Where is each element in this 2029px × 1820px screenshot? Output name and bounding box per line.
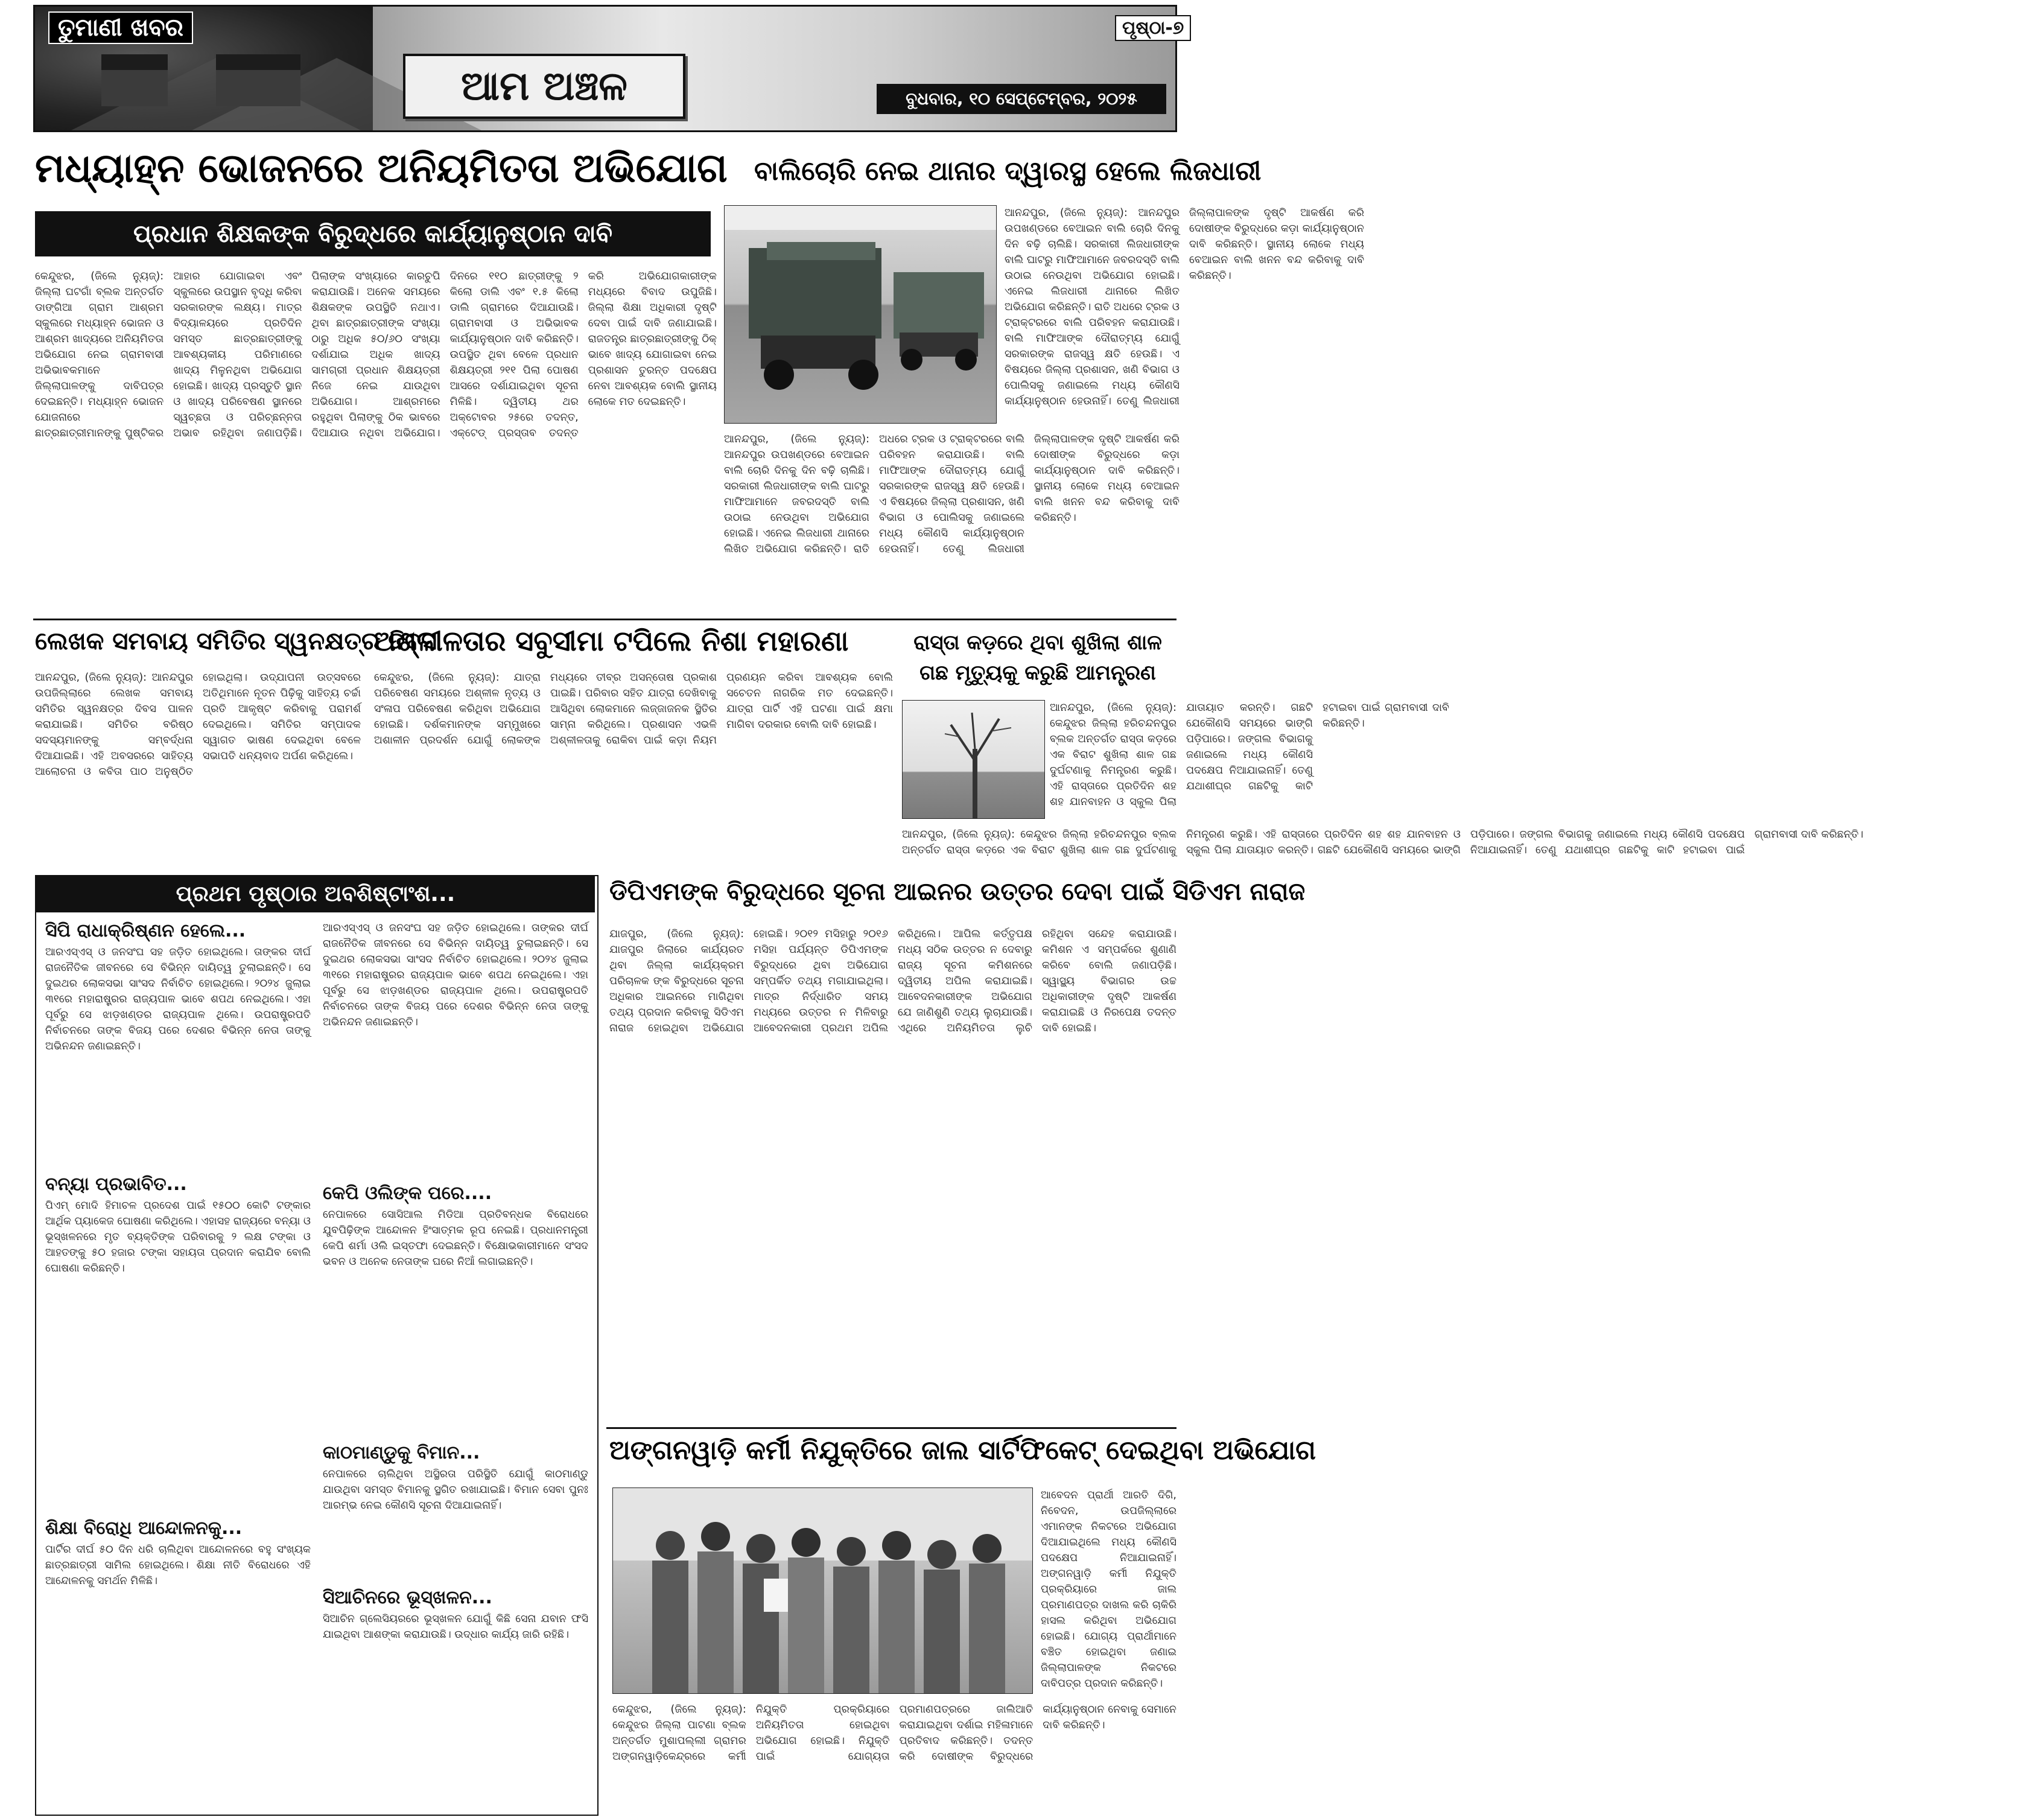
body-kathmandu-flight: ନେପାଳରେ ଚାଲିଥିବା ଅସ୍ଥିରତା ପରିସ୍ଥିତି ଯୋଗୁଁ କାଠମାଣ୍ଡୁ ଯାଉଥିବା ସମସ୍ତ ବିମାନକୁ ସ୍ଥଗିତ ରଖାଯାଇଛି। ବିମାନ ସେବା ପୁନଃ ଆରମ୍ଭ ନେଇ କୌଣସି ସୂଚନା ଦିଆଯାଇନାହିଁ। <box>323 1468 588 1512</box>
body-siachen: ସିଆଚିନ ଗ୍ଲେସିୟରରେ ଭୂସ୍ଖଳନ ଯୋଗୁଁ କିଛି ସେନା ଯବାନ ଫସି ଯାଇଥିବା ଆଶଙ୍କା କରାଯାଉଛି। ଉଦ୍ଧାର କାର୍ଯ୍ୟ ଜାରି ରହିଛି। <box>323 1613 588 1641</box>
story5-body: ଆନନ୍ଦପୁର, (ଜିଲେ ନ୍ୟୁଜ୍): କେନ୍ଦୁଝର ଜିଲ୍ଲା ହରିଚନ୍ଦନପୁର ବ୍ଲକ ଅନ୍ତର୍ଗତ ରାସ୍ତା କଡ଼ରେ ଏକ ବିରାଟ ଶୁଖିଲା ଶାଳ ଗଛ ଦୁର୍ଘଟଣାକୁ ନିମନ୍ତ୍ରଣ କରୁଛି। ଏହି ରାସ୍ତାରେ ପ୍ରତିଦିନ ଶହ ଶହ ଯାନବାହନ ଓ ସ୍କୁଲ ପିଲା ଯାତାୟାତ କରନ୍ତି। ଗଛଟି ଯେକୌଣସି ସମୟରେ ଭାଙ୍ଗି ପଡ଼ିପାରେ। ଜଙ୍ଗଲ ବିଭାଗକୁ ଜଣାଇଲେ ମଧ୍ୟ କୌଣସି ପଦକ୍ଷେପ ନିଆଯାଇନାହିଁ। ତେଣୁ ଯଥାଶୀଘ୍ର ଗଛଟିକୁ କାଟି ହଟାଇବା ପାଇଁ ଗ୍ରାମବାସୀ ଦାବି କରିଛନ୍ତି। <box>902 829 1864 856</box>
story8-headline: ଅଙ୍ଗନୱାଡ଼ି କର୍ମୀ ନିଯୁକ୍ତିରେ ଜାଲ ସାର୍ଟିଫିକେଟ୍ ଦେଇଥିବା ଅଭିଯୋଗ <box>609 1435 1316 1466</box>
tree-photo <box>902 700 1045 819</box>
story5-headline: ରାସ୍ତା କଡ଼ରେ ଥିବା ଶୁଖିଲା ଶାଳ ଗଛ ମୃତ୍ୟୁକୁ କରୁଛି ଆମନ୍ତ୍ରଣ <box>913 631 1162 685</box>
sub-kp-oli: କେପି ଓଲିଙ୍କ ପରେ.... <box>323 1183 492 1204</box>
women-group-photo <box>612 1488 1033 1694</box>
body-radhakrishnan: ଆରଏସ୍‌ଏସ୍ ଓ ଜନସଂଘ ସହ ଜଡ଼ିତ ହୋଇଥିଲେ। ତାଙ୍କର ଦୀର୍ଘ ରାଜନୈତିକ ଜୀବନରେ ସେ ବିଭିନ୍ନ ଦାୟିତ୍ୱ ତୁଲାଇଛନ୍ତି। ସେ ଦୁଇଥର ଲୋକସଭା ସାଂସଦ ନିର୍ବାଚିତ ହୋଇଥିଲେ। ୨୦୨୪ ଜୁଲାଇ ୩୧ରେ ମହାରାଷ୍ଟ୍ରର ରାଜ୍ୟପାଳ ଭାବେ ଶପଥ ନେଇଥିଲେ। ଏହା ପୂର୍ବରୁ ସେ ଝାଡ଼ଖଣ୍ଡର ରାଜ୍ୟପାଳ ଥିଲେ। ଉପରାଷ୍ଟ୍ରପତି ନିର୍ବାଚନରେ ତାଙ୍କ ବିଜୟ ପରେ ଦେଶର ବିଭିନ୍ନ ନେତା ତାଙ୍କୁ ଅଭିନନ୍ଦନ ଜଣାଇଛନ୍ତି। <box>45 946 311 1052</box>
page-number: ପୃଷ୍ଠା-୭ <box>1115 15 1191 41</box>
story7-body: ଯାଜପୁର, (ଜିଲେ ନ୍ୟୁଜ୍): ଯାଜପୁର ଜିଲାରେ କାର୍ଯ୍ୟରତ ଥିବା ଜିଲ୍ଲା କାର୍ଯ୍ୟକ୍ରମ ପରିଚାଳକ ଙ୍କ ବିରୁଦ୍ଧରେ ସୂଚନା ଅଧିକାର ଆଇନରେ ମାଗିଥିବା ତଥ୍ୟ ପ୍ରଦାନ କରିବାକୁ ସିଡିଏମ ନାରାଜ ହୋଇଥିବା ଅଭିଯୋଗ ହୋଇଛି। ୨୦୧୨ ମସିହାରୁ ୨୦୧୬ ମସିହା ପର୍ଯ୍ୟନ୍ତ ଡିପିଏମଙ୍କ ବିରୁଦ୍ଧରେ ଥିବା ଅଭିଯୋଗ ସମ୍ପର୍କିତ ତଥ୍ୟ ମଗାଯାଇଥିଲା। ମାତ୍ର ନିର୍ଦ୍ଧାରିତ ସମୟ ମଧ୍ୟରେ ଉତ୍ତର ନ ମିଳିବାରୁ ଆବେଦନକାରୀ ପ୍ରଥମ ଅପିଲ କରିଥିଲେ। ଆପିଲ କର୍ତ୍ତୃପକ୍ଷ ମଧ୍ୟ ସଠିକ ଉତ୍ତର ନ ଦେବାରୁ ରାଜ୍ୟ ସୂଚନା କମିଶନରେ ଦ୍ୱିତୀୟ ଅପିଲ କରାଯାଇଛି। ଆବେଦନକାରୀଙ୍କ ଅଭିଯୋଗ ଯେ ଜାଣିଶୁଣି ତଥ୍ୟ ଲୁଚାଯାଉଛି। ଏଥିରେ ଅନିୟମିତତା ଲୁଚି ରହିଥିବା ସନ୍ଦେହ କରାଯାଉଛି। କମିଶନ ଏ ସମ୍ପର୍କରେ ଶୁଣାଣି କରିବେ ବୋଲି ଜଣାପଡ଼ିଛି। ସ୍ୱାସ୍ଥ୍ୟ ବିଭାଗର ଉଚ୍ଚ ଅଧିକାରୀଙ୍କ ଦୃଷ୍ଟି ଆକର୍ଷଣ କରାଯାଇଛି ଓ ନିରପେକ୍ଷ ତଦନ୍ତ ଦାବି ହୋଇଛି। <box>609 928 1176 1034</box>
publication-date: ବୁଧବାର, ୧୦ ସେପ୍ଟେମ୍ବର, ୨୦୨୫ <box>877 84 1166 114</box>
truck-illustration <box>725 206 996 423</box>
sub-flood: ବନ୍ୟା ପ୍ରଭାବିତ... <box>45 1174 187 1195</box>
story2-headline: ବାଲିଚୋରି ନେଇ ଥାନାର ଦ୍ୱାରସ୍ଥ ହେଲେ ଲିଜଧାରୀ <box>754 156 1262 186</box>
sub-radhakrishnan: ସିପି ରାଧାକ୍ରିଷ୍ଣନ ହେଲେ... <box>45 920 246 941</box>
story7-headline: ଡିପିଏମଙ୍କ ବିରୁଦ୍ଧରେ ସୂଚନା ଆଇନର ଉତ୍ତର ଦେବା ପାଇଁ ସିଡିଏମ ନାରାଜ <box>609 878 1306 906</box>
story2-body-col1: ଆନନ୍ଦପୁର, (ଜିଲେ ନ୍ୟୁଜ୍): ଆନନ୍ଦପୁର ଉପଖଣ୍ଡରେ ବେଆଇନ ବାଲି ଚୋରି ଦିନକୁ ଦିନ ବଢ଼ି ଚାଲିଛି। ସରକାରୀ ଲିଜଧାରୀଙ୍କ ବାଲି ଘାଟରୁ ମାଫିଆମାନେ ଜବରଦସ୍ତି ବାଲି ଉଠାଇ ନେଉଥିବା ଅଭିଯୋଗ ହୋଇଛି। ଏନେଇ ଲିଜଧାରୀ ଥାନାରେ ଲିଖିତ ଅଭିଯୋଗ କରିଛନ୍ତି। ରାତି ଅଧରେ ଟ୍ରକ ଓ ଟ୍ରାକ୍ଟରରେ ବାଲି ପରିବହନ କରାଯାଉଛି। ବାଲି ମାଫିଆଙ୍କ ଦୌରାତ୍ମ୍ୟ ଯୋଗୁଁ ସରକାରଙ୍କ ରାଜସ୍ୱ କ୍ଷତି ହେଉଛି। ଏ ବିଷୟରେ ଜିଲ୍ଲା ପ୍ରଶାସନ, ଖଣି ବିଭାଗ ଓ ପୋଲିସକୁ ଜଣାଇଲେ ମଧ୍ୟ କୌଣସି କାର୍ଯ୍ୟାନୁଷ୍ଠାନ ହେଉନାହିଁ। ତେଣୁ ଲିଜଧାରୀ ଜିଲ୍ଲାପାଳଙ୍କ ଦୃଷ୍ଟି ଆକର୍ଷଣ କରି ଦୋଷୀଙ୍କ ବିରୁଦ୍ଧରେ କଡ଼ା କାର୍ଯ୍ୟାନୁଷ୍ଠାନ ଦାବି କରିଛନ୍ତି। ସ୍ଥାନୀୟ ଲୋକେ ମଧ୍ୟ ବେଆଇନ ବାଲି ଖନନ ବନ୍ଦ କରିବାକୁ ଦାବି କରିଛନ୍ତି। <box>1005 207 1364 407</box>
story1-body: କେନ୍ଦୁଝର, (ଜିଲେ ନ୍ୟୁଜ୍): ଜିଲ୍ଲା ଘଟଗାଁ ବ୍ଲକ ଅନ୍ତର୍ଗତ ଡାଙ୍ଗିଆ ଗ୍ରାମ ଆଶ୍ରମ ସ୍କୁଲରେ ମଧ୍ୟାହ୍ନ ଭୋଜନ ଓ ଆଶ୍ରମ ଖାଦ୍ୟରେ ଅନିୟମିତତା ଅଭିଯୋଗ ନେଇ ଗ୍ରାମବାସୀ ଅଭିଭାବକମାନେ ଜିଲ୍ଲାପାଳଙ୍କୁ ଦାବିପତ୍ର ଦେଇଛନ୍ତି। ମଧ୍ୟାହ୍ନ ଭୋଜନ ଯୋଜନାରେ ଛାତ୍ରଛାତ୍ରୀମାନଙ୍କୁ ପୁଷ୍ଟିକର ଆହାର ଯୋଗାଇବା ଏବଂ ସ୍କୁଲରେ ଉପସ୍ଥାନ ବୃଦ୍ଧି କରିବା ସରକାରଙ୍କ ଲକ୍ଷ୍ୟ। ମାତ୍ର ବିଦ୍ୟାଳୟରେ ପ୍ରତିଦିନ ସମସ୍ତ ଛାତ୍ରଛାତ୍ରୀଙ୍କୁ ଆବଶ୍ୟକୀୟ ପରିମାଣରେ ଖାଦ୍ୟ ମିଳୁନଥିବା ଅଭିଯୋଗ ହୋଇଛି। ଖାଦ୍ୟ ପ୍ରସ୍ତୁତି ସ୍ଥାନ ଓ ଖାଦ୍ୟ ପରିବେଷଣ ସ୍ଥାନରେ ସ୍ୱଚ୍ଛତା ଓ ପରିଚ୍ଛନ୍ନତା ଅଭାବ ରହିଥିବା ଜଣାପଡ଼ିଛି। ପିଲାଙ୍କ ସଂଖ୍ୟାରେ କାରଚୁପି କରାଯାଉଛି। ଅନେକ ସମୟରେ ଶିକ୍ଷକଙ୍କ ଉପସ୍ଥିତି ନଥାଏ। ଥିବା ଛାତ୍ରଛାତ୍ରୀଙ୍କ ସଂଖ୍ୟା ଠାରୁ ଅଧିକ ୫୦/୬୦ ସଂଖ୍ୟା ଦର୍ଶାଯାଇ ଅଧିକ ଖାଦ୍ୟ ସାମଗ୍ରୀ ପ୍ରଧାନ ଶିକ୍ଷୟତ୍ରୀ ନିଜେ ନେଇ ଯାଉଥିବା ଅଭିଯୋଗ। ଆଶ୍ରମରେ ରହୁଥିବା ପିଲାଙ୍କୁ ଠିକ ଭାବରେ ଦିଆଯାଉ ନଥିବା ଅଭିଯୋଗ। ଦିନରେ ୧୧୦ ଛାତ୍ରୀଙ୍କୁ ୨ କିଲୋ ଡାଲି ଏବଂ ୧.୫ କିଲୋ ଡାଲି ଗ୍ରାମରେ ଦିଆଯାଉଛି। ଗ୍ରାମବାସୀ ଓ ଅଭିଭାବକ କାର୍ଯ୍ୟାନୁଷ୍ଠାନ ଦାବି କରିଛନ୍ତି। ଉପସ୍ଥିତ ଥିବା ବେଳେ ପ୍ରଧାନ ଶିକ୍ଷୟତ୍ରୀ ୨୧୧ ପିଲା ପୋଷଣ ଆସରେ ଦର୍ଶାଯାଇଥିବା ସୂଚନା ମିଳିଛି। ଦ୍ୱିତୀୟ ଥର ଅକ୍ଟୋବର ୨୫ରେ ତଦନ୍ତ, ଏକ୍ଟେଡ୍ ପ୍ରସ୍ତାବ ତଦନ୍ତ କରି ଅଭିଯୋଗକାରୀଙ୍କ ମଧ୍ୟରେ ବିବାଦ ଉପୁଜିଛି। ଜିଲ୍ଲା ଶିକ୍ଷା ଅଧିକାରୀ ଦୃଷ୍ଟି ଦେବା ପାଇଁ ଦାବି ଜଣାଯାଇଛି। ରାଜତନ୍ତ୍ର ଛାତ୍ରଛାତ୍ରୀଙ୍କୁ ଠିକ୍ ଭାବେ ଖାଦ୍ୟ ଯୋଗାଇବା ନେଇ ପ୍ରଶାସନ ତୁରନ୍ତ ପଦକ୍ଷେପ ନେବା ଆବଶ୍ୟକ ବୋଲି ସ୍ଥାନୀୟ ଲୋକେ ମତ ଦେଇଛନ୍ତି। <box>35 270 717 439</box>
body-education-protest: ପାର୍ଟିର ଦୀର୍ଘ ୫୦ ଦିନ ଧରି ଚାଲିଥିବା ଆନ୍ଦୋଳନରେ ବହୁ ସଂଖ୍ୟକ ଛାତ୍ରଛାତ୍ରୀ ସାମିଲ ହୋଇଥିଲେ। ଶିକ୍ଷା ନୀତି ବିରୋଧରେ ଏହି ଆନ୍ଦୋଳନକୁ ସମର୍ଥନ ମିଳିଛି। <box>45 1544 311 1587</box>
story3-body: ଆନନ୍ଦପୁର, (ଜିଲେ ନ୍ୟୁଜ୍): ଆନନ୍ଦପୁର ଉପଜିଲ୍ଲାରେ ଲେଖକ ସମବାୟ ସମିତିର ସ୍ୱନକ୍ଷତ୍ର ଦିବସ ପାଳନ କରାଯାଇଛି। ସମିତିର ବରିଷ୍ଠ ସଦସ୍ୟମାନଙ୍କୁ ସମ୍ବର୍ଦ୍ଧନା ଦିଆଯାଇଛି। ଏହି ଅବସରରେ ସାହିତ୍ୟ ଆଲୋଚନା ଓ କବିତା ପାଠ ଅନୁଷ୍ଠିତ ହୋଇଥିଲା। ଉଦ୍‌ଯାପନୀ ଉତ୍ସବରେ ଅତିଥିମାନେ ନୂତନ ପିଢ଼ିକୁ ସାହିତ୍ୟ ଚର୍ଚ୍ଚା ପ୍ରତି ଆକୃଷ୍ଟ କରିବାକୁ ପରାମର୍ଶ ଦେଇଥିଲେ। ସମିତିର ସମ୍ପାଦକ ସ୍ୱାଗତ ଭାଷଣ ଦେଇଥିବା ବେଳେ ସଭାପତି ଧନ୍ୟବାଦ ଅର୍ପଣ କରିଥିଲେ। <box>35 672 361 778</box>
continuation-box-title: ପ୍ରଥମ ପୃଷ୍ଠାର ଅବଶିଷ୍ଟାଂଶ... <box>36 876 595 912</box>
women-group-illustration <box>613 1488 1032 1693</box>
masthead <box>33 5 1184 132</box>
story1-headline: ମଧ୍ୟାହ୍ନ ଭୋଜନରେ ଅନିୟମିତତା ଅଭିଯୋଗ <box>35 145 728 191</box>
story8-body: କେନ୍ଦୁଝର, (ଜିଲେ ନ୍ୟୁଜ୍): କେନ୍ଦୁଝର ଜିଲ୍ଲା ପାଟଣା ବ୍ଲକ ଅନ୍ତର୍ଗତ ମୁଶାପଲ୍ଲୀ ଗ୍ରାମର ଅଙ୍ଗନୱାଡ଼ିକେନ୍ଦ୍ରରେ କର୍ମୀ ନିଯୁକ୍ତି ପ୍ରକ୍ରିୟାରେ ଅନିୟମିତତା ହୋଇଥିବା ଅଭିଯୋଗ ହୋଇଛି। ନିଯୁକ୍ତି ପାଇଁ ଯୋଗ୍ୟତା ପ୍ରମାଣପତ୍ରରେ ଜାଲିଆତି କରାଯାଇଥିବା ଦର୍ଶାଇ ମହିଳାମାନେ ପ୍ରତିବାଦ କରିଛନ୍ତି। ତଦନ୍ତ କରି ଦୋଷୀଙ୍କ ବିରୁଦ୍ଧରେ କାର୍ଯ୍ୟାନୁଷ୍ଠାନ ନେବାକୁ ସେମାନେ ଦାବି କରିଛନ୍ତି। <box>612 1704 1176 1763</box>
section-title: ଆମ ଅଞ୍ଚଳ <box>403 54 685 119</box>
body-kp-oli: ନେପାଳରେ ସୋସିଆଲ ମିଡିଆ ପ୍ରତିବନ୍ଧକ ବିରୋଧରେ ଯୁବପିଢ଼ିଙ୍କ ଆନ୍ଦୋଳନ ହିଂସାତ୍ମକ ରୂପ ନେଇଛି। ପ୍ରଧାନମନ୍ତ୍ରୀ କେପି ଶର୍ମା ଓଲି ଇସ୍ତଫା ଦେଇଛନ୍ତି। ବିକ୍ଷୋଭକାରୀମାନେ ସଂସଦ ଭବନ ଓ ଅନେକ ନେତାଙ୍କ ଘରେ ନିଆଁ ଲଗାଇଛନ୍ତି। <box>323 1209 588 1268</box>
story2-body: ଆନନ୍ଦପୁର, (ଜିଲେ ନ୍ୟୁଜ୍): ଆନନ୍ଦପୁର ଉପଖଣ୍ଡରେ ବେଆଇନ ବାଲି ଚୋରି ଦିନକୁ ଦିନ ବଢ଼ି ଚାଲିଛି। ସରକାରୀ ଲିଜଧାରୀଙ୍କ ବାଲି ଘାଟରୁ ମାଫିଆମାନେ ଜବରଦସ୍ତି ବାଲି ଉଠାଇ ନେଉଥିବା ଅଭିଯୋଗ ହୋଇଛି। ଏନେଇ ଲିଜଧାରୀ ଥାନାରେ ଲିଖିତ ଅଭିଯୋଗ କରିଛନ୍ତି। ରାତି ଅଧରେ ଟ୍ରକ ଓ ଟ୍ରାକ୍ଟରରେ ବାଲି ପରିବହନ କରାଯାଉଛି। ବାଲି ମାଫିଆଙ୍କ ଦୌରାତ୍ମ୍ୟ ଯୋଗୁଁ ସରକାରଙ୍କ ରାଜସ୍ୱ କ୍ଷତି ହେଉଛି। ଏ ବିଷୟରେ ଜିଲ୍ଲା ପ୍ରଶାସନ, ଖଣି ବିଭାଗ ଓ ପୋଲିସକୁ ଜଣାଇଲେ ମଧ୍ୟ କୌଣସି କାର୍ଯ୍ୟାନୁଷ୍ଠାନ ହେଉନାହିଁ। ତେଣୁ ଲିଜଧାରୀ ଜିଲ୍ଲାପାଳଙ୍କ ଦୃଷ୍ଟି ଆକର୍ଷଣ କରି ଦୋଷୀଙ୍କ ବିରୁଦ୍ଧରେ କଡ଼ା କାର୍ଯ୍ୟାନୁଷ୍ଠାନ ଦାବି କରିଛନ୍ତି। ସ୍ଥାନୀୟ ଲୋକେ ମଧ୍ୟ ବେଆଇନ ବାଲି ଖନନ ବନ୍ଦ କରିବାକୁ ଦାବି କରିଛନ୍ତି। <box>724 433 1180 555</box>
sub-education-protest: ଶିକ୍ଷା ବିରୋଧି ଆନ୍ଦୋଳନକୁ... <box>45 1518 243 1539</box>
story5-body-col: ଆନନ୍ଦପୁର, (ଜିଲେ ନ୍ୟୁଜ୍): କେନ୍ଦୁଝର ଜିଲ୍ଲା ହରିଚନ୍ଦନପୁର ବ୍ଲକ ଅନ୍ତର୍ଗତ ରାସ୍ତା କଡ଼ରେ ଏକ ବିରାଟ ଶୁଖିଲା ଶାଳ ଗଛ ଦୁର୍ଘଟଣାକୁ ନିମନ୍ତ୍ରଣ କରୁଛି। ଏହି ରାସ୍ତାରେ ପ୍ରତିଦିନ ଶହ ଶହ ଯାନବାହନ ଓ ସ୍କୁଲ ପିଲା ଯାତାୟାତ କରନ୍ତି। ଗଛଟି ଯେକୌଣସି ସମୟରେ ଭାଙ୍ଗି ପଡ଼ିପାରେ। ଜଙ୍ଗଲ ବିଭାଗକୁ ଜଣାଇଲେ ମଧ୍ୟ କୌଣସି ପଦକ୍ଷେପ ନିଆଯାଇନାହିଁ। ତେଣୁ ଯଥାଶୀଘ୍ର ଗଛଟିକୁ କାଟି ହଟାଇବା ପାଇଁ ଗ୍ରାମବାସୀ ଦାବି କରିଛନ୍ତି। <box>1050 702 1449 808</box>
sub-siachen: ସିଆଚିନରେ ଭୂସ୍ଖଳନ... <box>323 1587 492 1608</box>
story8-side-body: ଆବେଦନ ପ୍ରାର୍ଥୀ ଆରତି ଦିଗି, ନିବେଦନ, ଉପଜିଲ୍ଲାରେ ଏମାନଙ୍କ ନିକଟରେ ଅଭିଯୋଗ ଦିଆଯାଇଥିଲେ ମଧ୍ୟ କୌଣସି ପଦକ୍ଷେପ ନିଆଯାଇନାହିଁ। ଅଙ୍ଗନୱାଡ଼ି କର୍ମୀ ନିଯୁକ୍ତି ପ୍ରକ୍ରିୟାରେ ଜାଲ ପ୍ରମାଣପତ୍ର ଦାଖଲ କରି ଚାକିରି ହାସଲ କରିଥିବା ଅଭିଯୋଗ ହୋଇଛି। ଯୋଗ୍ୟ ପ୍ରାର୍ଥୀମାନେ ବଞ୍ଚିତ ହୋଇଥିବା ଜଣାଇ ଜିଲ୍ଲାପାଳଙ୍କ ନିକଟରେ ଦାବିପତ୍ର ପ୍ରଦାନ କରିଛନ୍ତି। <box>1041 1489 1176 1690</box>
story1-kicker: ପ୍ରଧାନ ଶିକ୍ଷକଙ୍କ ବିରୁଦ୍ଧରେ କାର୍ଯ୍ୟାନୁଷ୍ଠାନ ଦାବି <box>35 211 711 256</box>
story4-body: କେନ୍ଦୁଝର, (ଜିଲେ ନ୍ୟୁଜ୍): ଯାତ୍ରା ପରିବେଷଣ ସମୟରେ ଅଶ୍ଳୀଳ ନୃତ୍ୟ ଓ ସଂଳାପ ପରିବେଷଣ କରିଥିବା ଅଭିଯୋଗ ହୋଇଛି। ଦର୍ଶକମାନଙ୍କ ସମ୍ମୁଖରେ ଅଶାଳୀନ ପ୍ରଦର୍ଶନ ଯୋଗୁଁ ଲୋକଙ୍କ ମଧ୍ୟରେ ତୀବ୍ର ଅସନ୍ତୋଷ ପ୍ରକାଶ ପାଇଛି। ପରିବାର ସହିତ ଯାତ୍ରା ଦେଖିବାକୁ ଆସିଥିବା ଲୋକମାନେ ଲଜ୍ଜାଜନକ ସ୍ଥିତିର ସାମ୍ନା କରିଥିଲେ। ପ୍ରଶାସନ ଏଭଳି ଅଶ୍ଳୀଳତାକୁ ରୋକିବା ପାଇଁ କଡ଼ା ନିୟମ ପ୍ରଣୟନ କରିବା ଆବଶ୍ୟକ ବୋଲି ସଚେତନ ନାଗରିକ ମତ ଦେଇଛନ୍ତି। ଯାତ୍ରା ପାର୍ଟି ଏହି ଘଟଣା ପାଇଁ କ୍ଷମା ମାଗିବା ଦରକାର ବୋଲି ଦାବି ହୋଇଛି। <box>374 672 893 746</box>
newspaper-name: ତୁମାଣୀ ଖବର <box>48 11 193 44</box>
sub-kathmandu-flight: କାଠମାଣ୍ଡୁକୁ ବିମାନ... <box>323 1442 480 1463</box>
story4-headline: ଅଶ୍ଳୀଳତାର ସବୁସୀମା ଟପିଲେ ନିଶା ମହାରଣା <box>374 625 849 657</box>
divider-2 <box>606 1427 1176 1429</box>
body-flood: ପିଏମ୍ ମୋଦି ହିମାଚଳ ପ୍ରଦେଶ ପାଇଁ ୧୫୦୦ କୋଟି ଟଙ୍କାର ଆର୍ଥିକ ପ୍ୟାକେଜ ଘୋଷଣା କରିଥିଲେ। ଏହାସହ ରାଜ୍ୟରେ ବନ୍ୟା ଓ ଭୂସ୍ଖଳନରେ ମୃତ ବ୍ୟକ୍ତିଙ୍କ ପରିବାରକୁ ୨ ଲକ୍ଷ ଟଙ୍କା ଓ ଆହତଙ୍କୁ ୫୦ ହଜାର ଟଙ୍କା ସହାୟତା ପ୍ରଦାନ କରାଯିବ ବୋଲି ଘୋଷଣା କରିଛନ୍ତି। <box>45 1200 311 1274</box>
divider <box>33 619 1176 620</box>
story3-headline: ଲେଖକ ସମବାୟ ସମିତିର ସ୍ୱନକ୍ଷତ୍ର ଦିବସ <box>35 628 437 655</box>
tree-illustration <box>903 701 1044 818</box>
truck-photo <box>724 205 997 424</box>
body-col2-continued: ଆରଏସ୍‌ଏସ୍ ଓ ଜନସଂଘ ସହ ଜଡ଼ିତ ହୋଇଥିଲେ। ତାଙ୍କର ଦୀର୍ଘ ରାଜନୈତିକ ଜୀବନରେ ସେ ବିଭିନ୍ନ ଦାୟିତ୍ୱ ତୁଲାଇଛନ୍ତି। ସେ ଦୁଇଥର ଲୋକସଭା ସାଂସଦ ନିର୍ବାଚିତ ହୋଇଥିଲେ। ୨୦୨୪ ଜୁଲାଇ ୩୧ରେ ମହାରାଷ୍ଟ୍ରର ରାଜ୍ୟପାଳ ଭାବେ ଶପଥ ନେଇଥିଲେ। ଏହା ପୂର୍ବରୁ ସେ ଝାଡ଼ଖଣ୍ଡର ରାଜ୍ୟପାଳ ଥିଲେ। ଉପରାଷ୍ଟ୍ରପତି ନିର୍ବାଚନରେ ତାଙ୍କ ବିଜୟ ପରେ ଦେଶର ବିଭିନ୍ନ ନେତା ତାଙ୍କୁ ଅଭିନନ୍ଦନ ଜଣାଇଛନ୍ତି। <box>323 922 588 1028</box>
